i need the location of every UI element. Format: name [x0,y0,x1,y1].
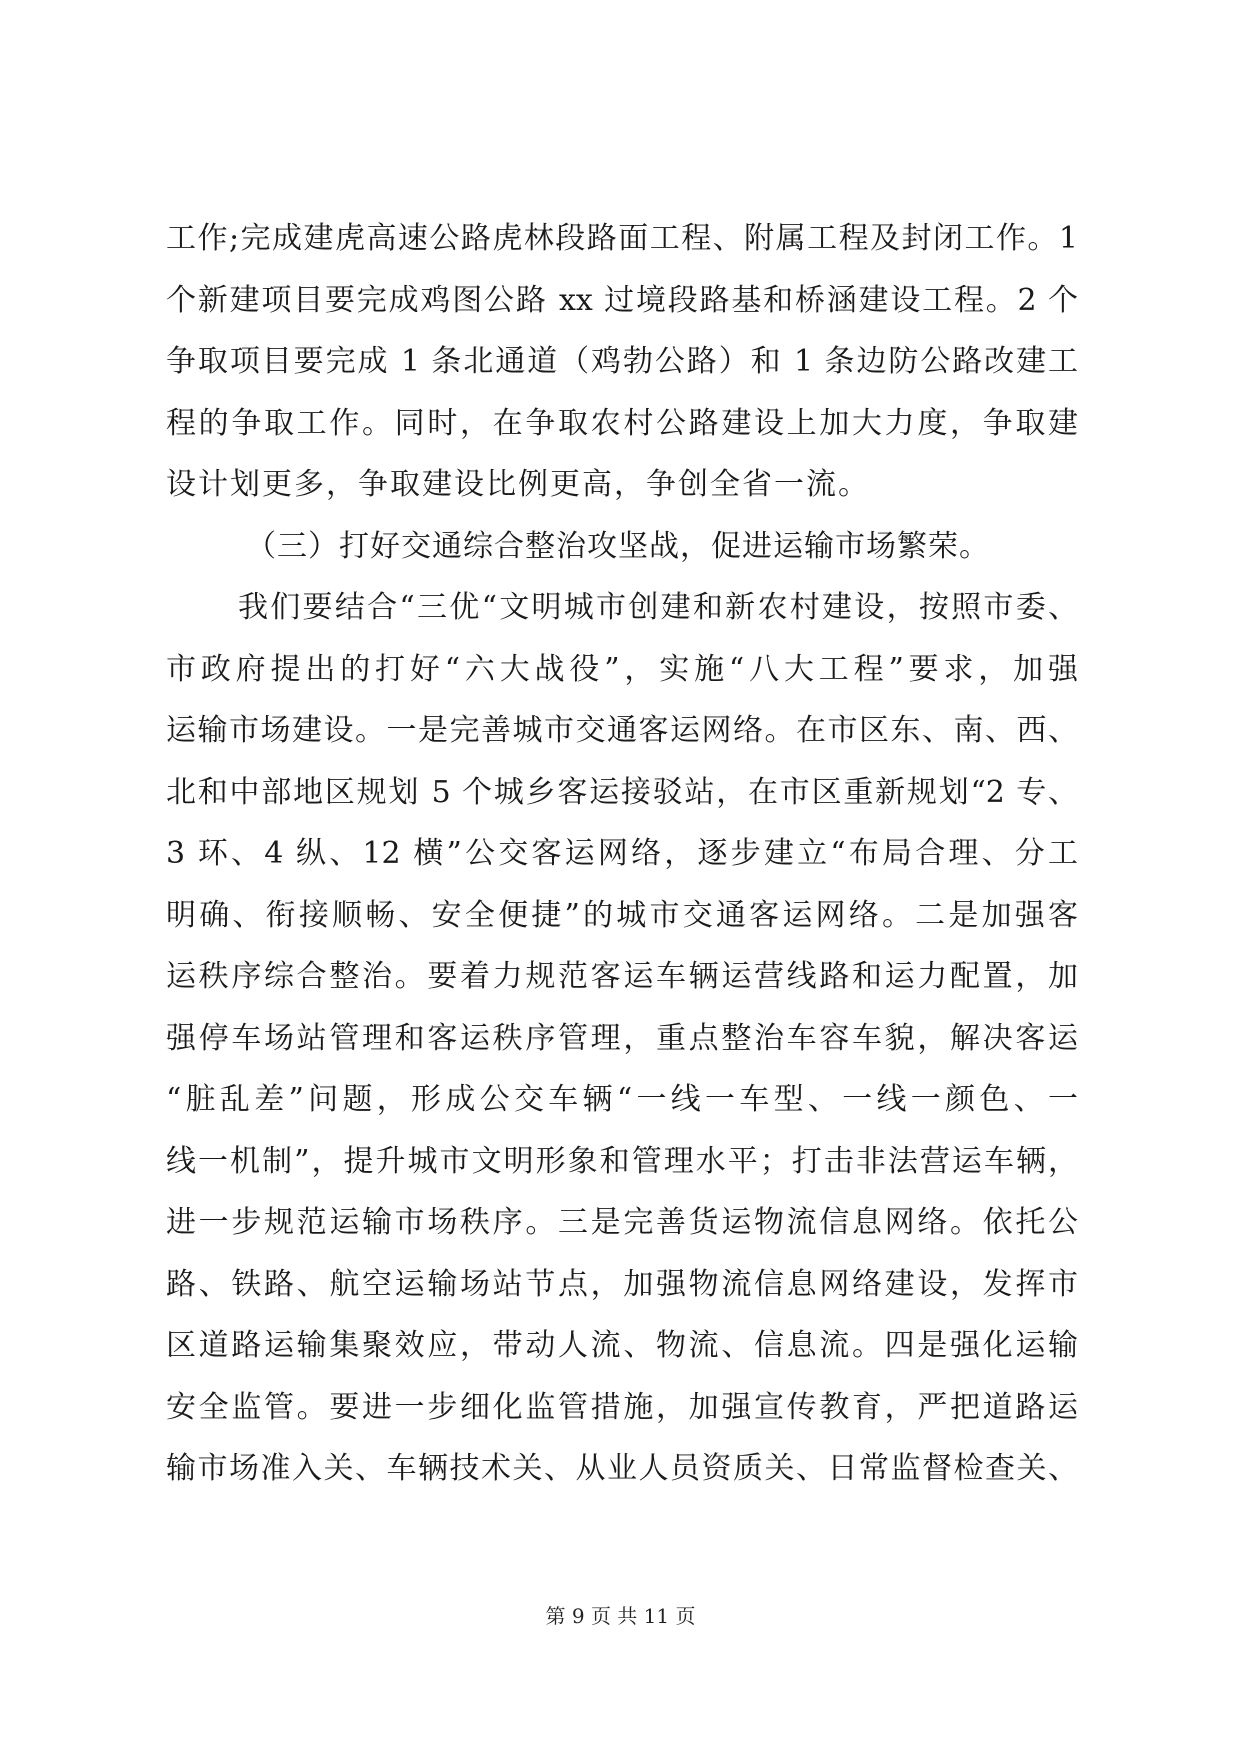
text-line: 市政府提出的打好“六大战役”，实施“八大工程”要求，加强 [166,651,1078,687]
text-line: 运输市场建设。一是完善城市交通客运网络。在市区东、南、西、 [166,713,1078,748]
text-line: 个新建项目要完成鸡图公路 xx 过境段路基和桥涵建设工程。2 个 [166,282,1078,318]
text-line: “脏乱差”问题，形成公交车辆“一线一车型、一线一颜色、一 [166,1082,1078,1117]
section-heading: （三）打好交通综合整治攻坚战，促进运输市场繁荣。 [246,528,990,564]
text-line: 3 环、4 纵、12 横”公交客运网络，逐步建立“布局合理、分工 [166,836,1078,871]
text-line: 强停车场站管理和客运秩序管理，重点整治车容车貌，解决客运 [166,1020,1078,1056]
text-line: 工作;完成建虎高速公路虎林段路面工程、附属工程及封闭工作。1 [166,221,1078,256]
document-body [166,208,1078,1500]
text-line: 明确、衔接顺畅、安全便捷”的城市交通客运网络。二是加强客 [166,897,1078,933]
text-line: 区道路运输集聚效应，带动人流、物流、信息流。四是强化运输 [166,1328,1078,1363]
text-line: 北和中部地区规划 5 个城乡客运接驳站，在市区重新规划“2 专、 [166,774,1078,810]
text-line: 输市场准入关、车辆技术关、从业人员资质关、日常监督检查关、 [166,1451,1078,1486]
text-line: 安全监管。要进一步细化监管措施，加强宣传教育，严把道路运 [166,1389,1078,1425]
text-line: 设计划更多，争取建设比例更高，争创全省一流。 [166,467,870,502]
text-line: 运秩序综合整治。要着力规范客运车辆运营线路和运力配置，加 [166,959,1078,994]
text-line: 进一步规范运输市场秩序。三是完善货运物流信息网络。依托公 [166,1205,1078,1240]
text-line: 争取项目要完成 1 条北通道（鸡勃公路）和 1 条边防公路改建工 [166,344,1078,379]
text-line: 路、铁路、航空运输场站节点，加强物流信息网络建设，发挥市 [166,1266,1078,1302]
text-line: 程的争取工作。同时，在争取农村公路建设上加大力度，争取建 [166,405,1078,441]
text-line: 线一机制”，提升城市文明形象和管理水平；打击非法营运车辆， [166,1143,1078,1179]
page-number-footer: 第 9 页 共 11 页 [545,1604,696,1628]
text-line: 我们要结合“三优“文明城市创建和新农村建设，按照市委、 [238,590,1078,625]
